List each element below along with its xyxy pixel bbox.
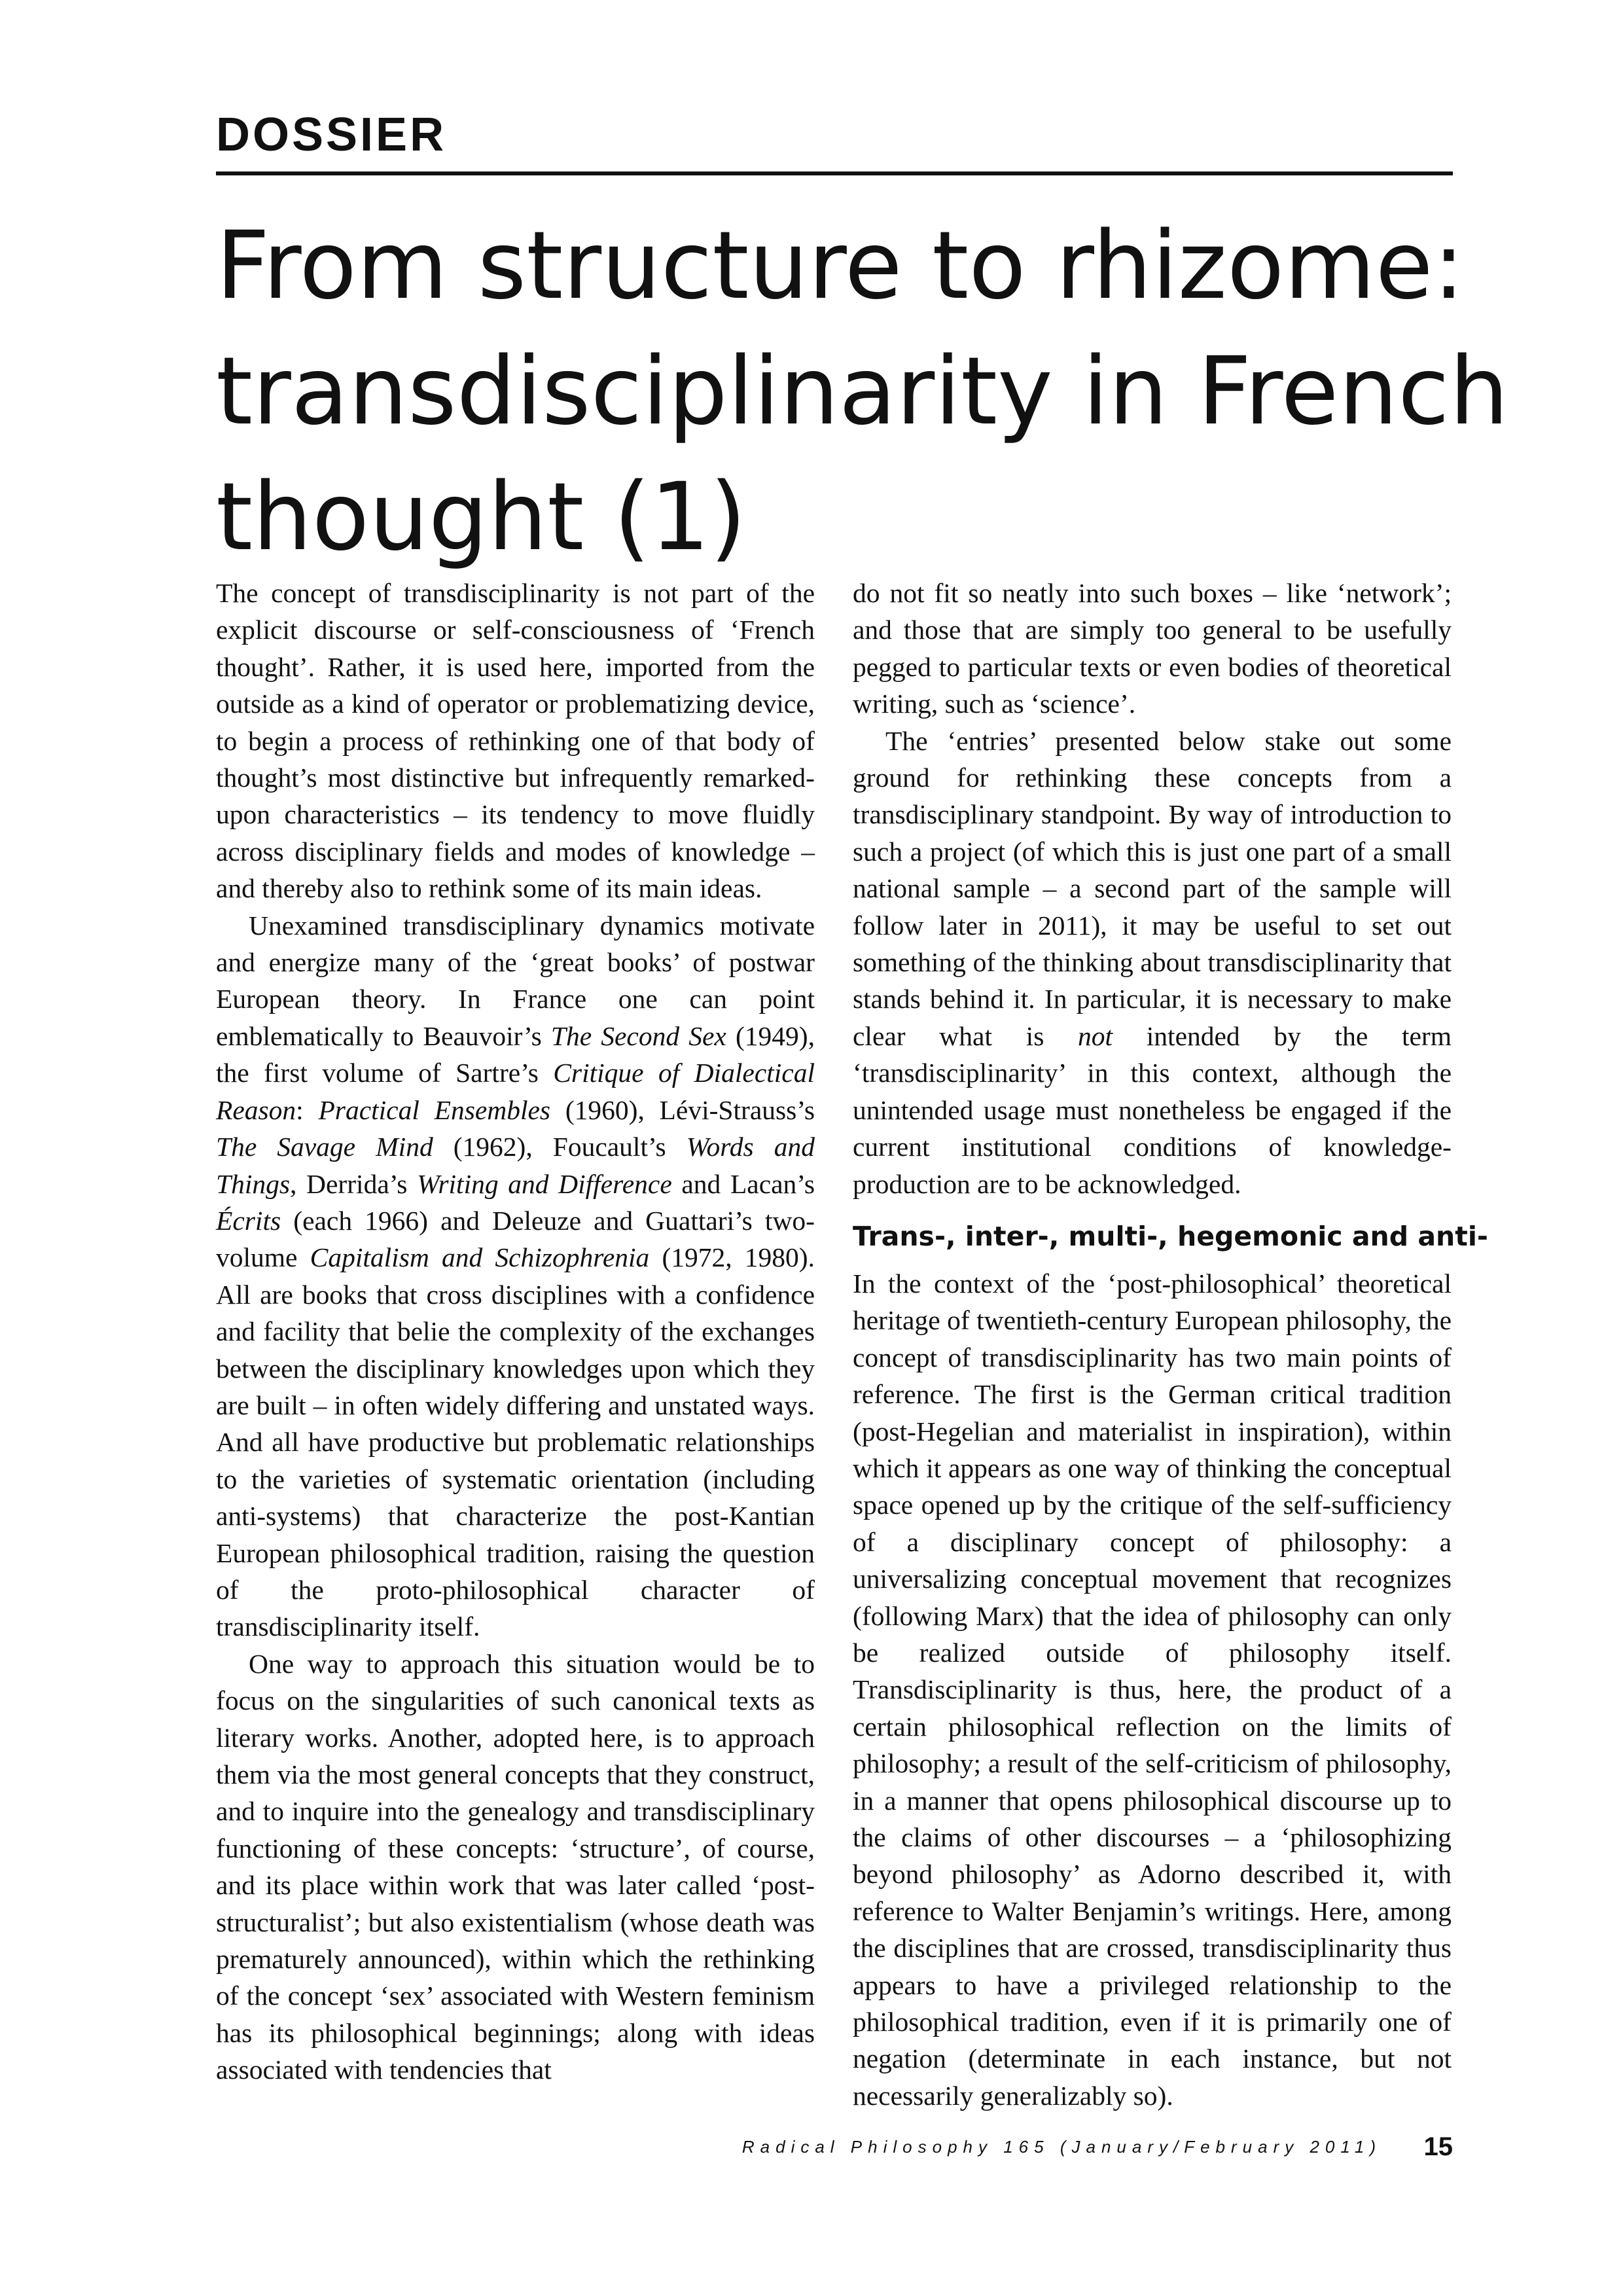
title-line-1: From structure to rhizome:	[216, 211, 1465, 320]
book-title: Écrits	[216, 1205, 281, 1236]
book-title: Writing and Difference	[417, 1168, 672, 1199]
section-label: DOSSIER	[216, 109, 447, 161]
text-run: (1960), Lévi-Strauss’s	[550, 1094, 815, 1125]
paragraph: In the context of the ‘post-philosophical’ theoretical heritage of twentieth-century European philosophy, the concept of transdisciplinarity has two main points of reference. The first is the German critical tradition (post-Hegelian and materialist in inspiration), within which it appears as one way of thinking the conceptual space opened up by the critique of the self-sufficiency of a disciplinary concept of philosophy: a universalizing conceptual movement that recognizes (following Marx) that the idea of philosophy can only be realized outside of philosophy itself. Transdisciplinarity is thus, here, the product of a certain philosophical reflection on the limits of philosophy; a result of the self-criticism of philosophy, in a manner that opens philosophical discourse up to the claims of other discourses – a ‘philosophizing beyond philosophy’ as Adorno described it, with reference to Walter Benjamin’s writings. Here, among the disciplines that are crossed, transdisciplinarity thus appears to have a privileged relationship to the philosophical tradition, even if it is primarily one of negation (determinate in each instance, but not necessarily generalizably so).	[853, 1268, 1452, 2111]
text-run: Unexamined transdisciplinary dynamics motivate and energize many of the ‘great books’ of postwar European theory. In France one can point emblematically to Beauvoir’s	[216, 910, 815, 1051]
left-column	[216, 575, 815, 2089]
text-run: and Lacan’s	[671, 1168, 815, 1199]
text-run: intended by the term ‘transdisciplinarity’ in this context, although the unintended usage must nonetheless be engaged if the current institutional conditions of knowledge-production are to be acknowledged.	[853, 1020, 1452, 1199]
title-line-2: transdisciplinarity in French	[216, 336, 1509, 446]
text-run: (1972, 1980). All are books that cross disciplines with a confidence and facility that belie the complexity of the exchanges between the disciplinary knowledges upon which they are built – in often widely differing and unstated ways. And all have productive but problematic relationships to the varieties of systematic orientation (including anti-systems) that characterize the post-Kantian European philosophical tradition, raising the question of the proto-philosophical character of transdisciplinarity itself.	[216, 1242, 815, 1642]
journal-citation: Radical Philosophy 165 (January/February 2011)	[741, 2137, 1382, 2157]
page-footer	[654, 2132, 1453, 2162]
paragraph	[853, 723, 1452, 1202]
paragraph	[216, 907, 815, 1645]
book-title: Capitalism and Schizophrenia	[310, 1242, 650, 1273]
article-title	[216, 203, 1509, 580]
paragraph: The concept of transdisciplinarity is not part of the explicit discourse or self-consciousness of ‘French thought’. Rather, it is used here, imported from the outside as a kind of operator or problematizing device, to begin a process of rethinking one of that body of thought’s most distinctive but infrequently remarked-upon characteristics – its tendency to move fluidly across disciplinary fields and modes of knowledge – and thereby also to rethink some of its main ideas.	[216, 578, 815, 904]
section-subheading: Trans-, inter-, multi-, hegemonic and anti-	[853, 1220, 1488, 1252]
title-line-3: thought (1)	[216, 462, 747, 571]
text-run: :	[296, 1094, 319, 1125]
book-title: The Second Sex	[550, 1020, 726, 1051]
book-title: The Savage Mind	[216, 1132, 433, 1162]
book-title: Practical Ensembles	[318, 1094, 551, 1125]
book-title: Critique of Dialectical Reason	[216, 1058, 815, 1125]
right-column	[853, 575, 1488, 2114]
text-run: (each 1966) and Deleuze and Guattari’s two-volume	[216, 1205, 815, 1273]
header-rule	[216, 171, 1453, 175]
page-number: 15	[1423, 2132, 1453, 2161]
text-run: (1962), Foucault’s	[433, 1132, 687, 1162]
book-title: Words and Things	[216, 1132, 815, 1199]
paragraph: One way to approach this situation would be to focus on the singularities of such canonical texts as literary works. Another, adopted here, is to approach them via the most general concepts that they construct, and to inquire into the genealogy and transdisciplinary functioning of these concepts: ‘structure’, of course, and its place within work that was later called ‘post-structuralist’; but also existentialism (whose death was prematurely announced), within which the rethinking of the concept ‘sex’ associated with Western feminism has its philosophical beginnings; along with ideas associated with tendencies that	[216, 1648, 815, 2085]
paragraph: do not fit so neatly into such boxes – like ‘network’; and those that are simply too general to be usefully pegged to particular texts or even bodies of theoretical writing, such as ‘science’.	[853, 578, 1452, 719]
emphasis: not	[1078, 1020, 1113, 1051]
text-run: (1949), the first volume of Sartre’s	[216, 1020, 815, 1088]
text-run: The ‘entries’ presented below stake out some ground for rethinking these concepts from a transdisciplinary standpoint. By way of introduction to such a project (of which this is just one part of a small national sample – a second part of the sample will follow later in 2011), it may be useful to set out something of the thinking about transdisciplinarity that stands behind it. In particular, it is necessary to make clear what is	[853, 725, 1452, 1051]
text-run: , Derrida’s	[290, 1168, 418, 1199]
